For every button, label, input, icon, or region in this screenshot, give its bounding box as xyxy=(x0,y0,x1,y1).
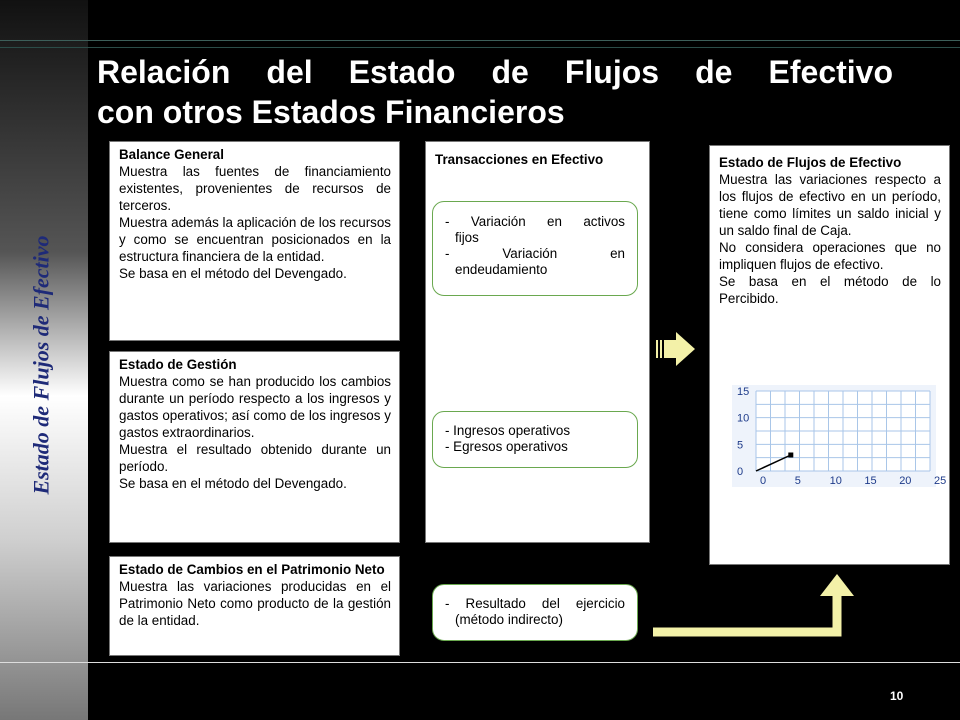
right-arrow-icon xyxy=(656,331,696,367)
estado-flujos-box xyxy=(709,145,950,565)
top-rule-2 xyxy=(0,47,960,48)
flujos-text-1: Muestra las variaciones respecto a los flujos de efectivo en un período, tiene como límites un saldo inicial y un saldo final de Caja. xyxy=(719,172,941,238)
balance-general-box xyxy=(109,141,400,341)
pill-operativos-item-2: - Egresos operativos xyxy=(445,439,568,454)
pill-resultado-item-1-cont: (método indirecto) xyxy=(455,612,563,627)
slide-title xyxy=(97,52,893,132)
patrimonio-heading: Estado de Cambios en el Patrimonio Neto xyxy=(119,562,385,577)
gestion-heading: Estado de Gestión xyxy=(119,357,237,372)
y-tick-label: 10 xyxy=(737,412,750,425)
pill-activos xyxy=(432,201,638,296)
patrimonio-text-1: Muestra las variaciones producidas en el Patrimonio Neto como producto de la gestión de la entidad. xyxy=(119,579,391,628)
pill-operativos-item-1: - Ingresos operativos xyxy=(445,423,571,438)
top-rule xyxy=(0,40,960,41)
flujos-text-2: No considera operaciones que no impliquen flujos de efectivo. xyxy=(719,240,941,272)
pill-operativos xyxy=(432,411,638,468)
pill-resultado-item-1: - Resultado del ejercicio xyxy=(445,596,625,611)
gestion-text-2: Muestra el resultado obtenido durante un período. xyxy=(119,442,391,474)
gestion-text-3: Se basa en el método del Devengado. xyxy=(119,476,347,491)
connector-arrow-icon xyxy=(653,568,863,648)
flujos-heading: Estado de Flujos de Efectivo xyxy=(719,155,902,170)
x-tick-label: 10 xyxy=(829,475,842,487)
data-point xyxy=(788,453,793,458)
gestion-text-1: Muestra como se han producido los cambios durante un período respecto a los ingresos y gastos operativos; así como de los ingresos y gastos extraordinarios. xyxy=(119,374,391,440)
balance-text-3: Se basa en el método del Devengado. xyxy=(119,266,347,281)
x-tick-label: 5 xyxy=(794,475,801,487)
balance-text-2: Muestra además la aplicación de los recursos y como se encuentran posicionados en la estructura financiera de la entidad. xyxy=(119,215,391,264)
title-line-2: con otros Estados Financieros xyxy=(97,94,565,130)
x-tick-label: 25 xyxy=(934,475,947,487)
side-label: Estado de Flujos de Efectivo xyxy=(29,235,54,495)
x-tick-label: 15 xyxy=(864,475,877,487)
title-line-1: Relación del Estado de Flujos de Efectivo xyxy=(97,54,893,90)
x-tick-label: 20 xyxy=(899,475,912,487)
flujos-text-3: Se basa en el método de lo Percibido. xyxy=(719,274,941,306)
y-tick-label: 0 xyxy=(737,466,744,478)
patrimonio-neto-box xyxy=(109,556,400,656)
y-tick-label: 5 xyxy=(737,439,744,452)
pill-activos-item-2: - Variación en xyxy=(445,246,625,261)
pill-activos-item-1: - Variación en activos xyxy=(445,214,625,229)
balance-heading: Balance General xyxy=(119,147,224,162)
estado-gestion-box xyxy=(109,351,400,543)
bottom-rule xyxy=(0,662,960,663)
pill-activos-item-2-cont: endeudamiento xyxy=(455,262,548,277)
page-number: 10 xyxy=(890,689,904,703)
pill-activos-item-1-cont: fijos xyxy=(455,230,479,245)
y-tick-label: 15 xyxy=(737,386,750,398)
x-tick-label: 0 xyxy=(760,475,767,487)
pill-resultado xyxy=(432,584,638,641)
mini-line-chart xyxy=(732,385,947,487)
balance-text-1: Muestra las fuentes de financiamiento existentes, provenientes de recursos de terceros. xyxy=(119,164,391,213)
transacciones-heading: Transacciones en Efectivo xyxy=(435,152,604,167)
